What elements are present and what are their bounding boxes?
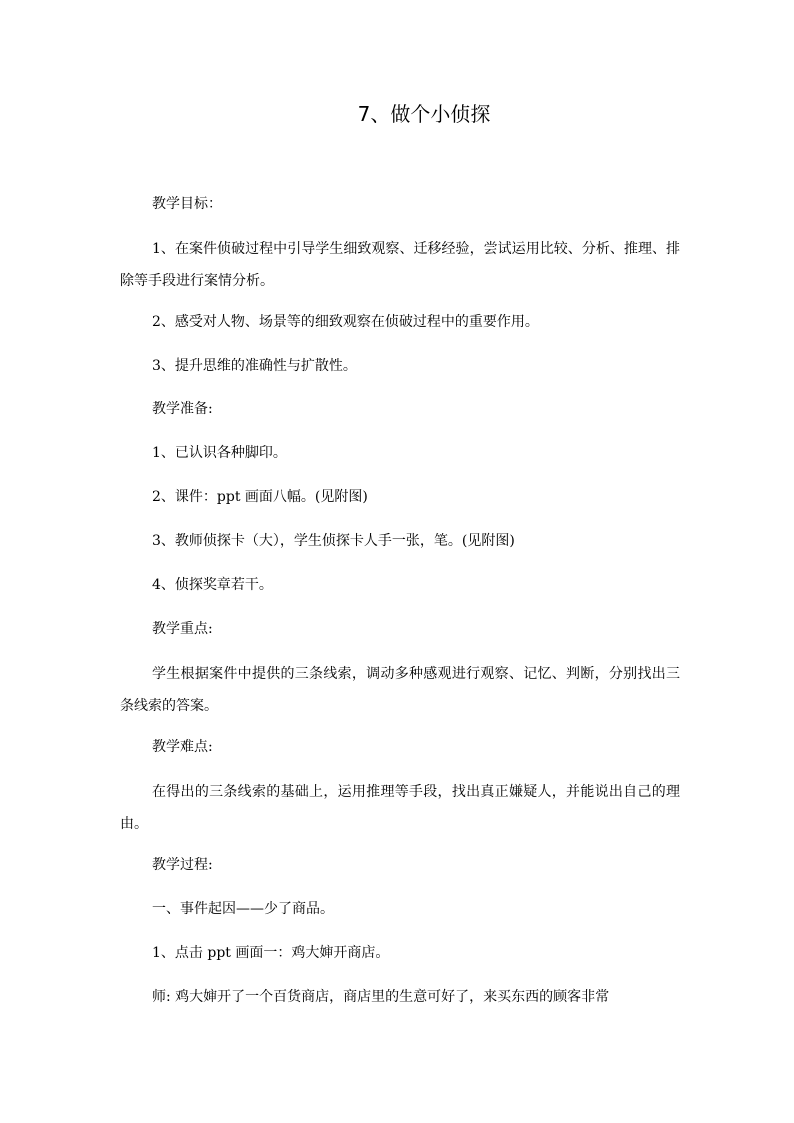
paragraph: 1、在案件侦破过程中引导学生细致观察、迁移经验，尝试运用比较、分析、推理、排除等手段进行案情分析。 xyxy=(120,241,680,289)
section-heading-key-points: 教学重点: xyxy=(152,621,213,637)
section-heading-difficulties: 教学难点: xyxy=(152,739,213,755)
section-heading-process: 教学过程: xyxy=(152,857,213,873)
paragraph: 3、提升思维的准确性与扩散性。 xyxy=(152,358,357,374)
paragraph: 1、已认识各种脚印。 xyxy=(152,445,287,461)
paragraph: 2、感受对人物、场景等的细致观察在侦破过程中的重要作用。 xyxy=(152,314,539,330)
section-heading-preparation: 教学准备: xyxy=(152,401,213,417)
page-title: 7、做个小侦探 xyxy=(357,102,491,126)
paragraph: 学生根据案件中提供的三条线索，调动多种感观进行观察、记忆、判断，分别找出三条线索的答案。 xyxy=(120,666,680,714)
paragraph: 1、点击 ppt 画面一：鸡大婶开商店。 xyxy=(152,945,390,961)
paragraph: 在得出的三条线索的基础上，运用推理等手段，找出真正嫌疑人，并能说出自己的理由。 xyxy=(120,784,680,832)
paragraph: 4、侦探奖章若干。 xyxy=(152,577,273,593)
paragraph: 2、课件：ppt 画面八幅。(见附图) xyxy=(152,489,368,505)
paragraph: 一、事件起因——少了商品。 xyxy=(152,901,334,917)
paragraph: 师: 鸡大婶开了一个百货商店，商店里的生意可好了，来买东西的顾客非常 xyxy=(152,989,610,1005)
section-heading-goals: 教学目标： xyxy=(152,196,222,212)
paragraph: 3、教师侦探卡（大），学生侦探卡人手一张，笔。(见附图) xyxy=(152,533,515,549)
